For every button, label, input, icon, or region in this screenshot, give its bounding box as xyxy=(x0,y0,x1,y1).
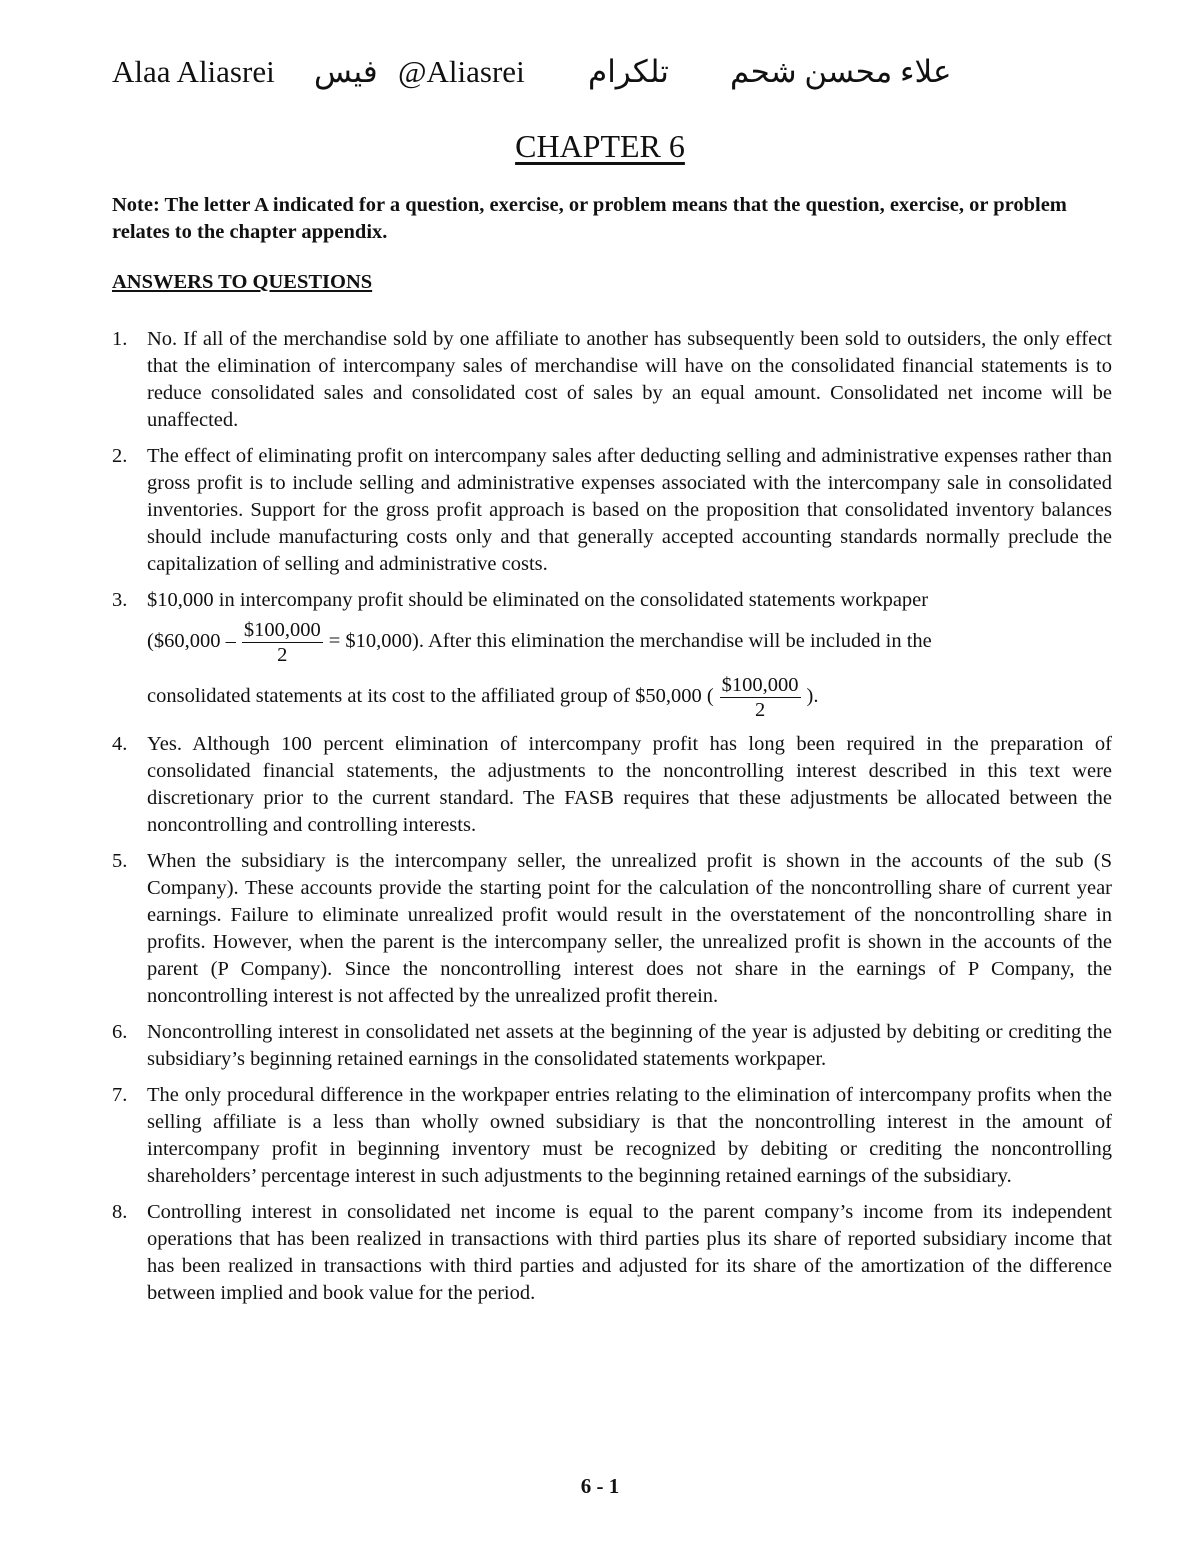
telegram-label: تلكرام xyxy=(588,54,669,89)
answer-text: Controlling interest in consolidated net income is equal to the parent company’s income from its independent operations that has been realized in transactions with third parties plus its share of reported subsidiary income that has been realized in transactions with third parties and adjusted for its share of the amortization of the difference between implied and book value for the period. xyxy=(147,1201,1112,1304)
answer-text: $10,000 in intercompany profit should be eliminated on the consolidated statements workpaper xyxy=(147,589,929,611)
answer-text: Yes. Although 100 percent elimination of intercompany profit has long been required in the preparation of consolidated financial statements, the adjustments to the noncontrolling interest described in this text were discretionary prior to the current standard. The FASB requires that these adjustments be allocated between the noncontrolling and controlling interests. xyxy=(147,733,1112,836)
answer-text: No. If all of the merchandise sold by one affiliate to another has subsequently been sold to outsiders, the only effect that the elimination of intercompany sales of merchandise will have on the consolidated financial statements is to reduce consolidated sales and consolidated cost of sales by an equal amount. Consolidated net income will be unaffected. xyxy=(147,328,1112,431)
answer-item xyxy=(112,1019,1112,1073)
appendix-note: Note: The letter A indicated for a question, exercise, or problem means that the question, exercise, or problem relates to the chapter appendix. xyxy=(112,194,1067,243)
fraction-numerator: $100,000 xyxy=(243,619,321,641)
author-name: Alaa Aliasrei xyxy=(112,54,275,89)
answer-item xyxy=(112,326,1112,434)
answer-item xyxy=(112,587,1112,722)
answer-text: When the subsidiary is the intercompany seller, the unrealized profit is shown in the accounts of the sub (S Company). These accounts provide the starting point for the calculation of the noncontrolling share of current year earnings. Failure to eliminate unrealized profit would result in the overstatement of the noncontrolling share in profits. However, when the parent is the intercompany seller, the unrealized profit is shown in the accounts of the parent (P Company). Since the noncontrolling interest does not share in the earnings of P Company, the noncontrolling interest is not affected by the unrealized profit therein. xyxy=(147,850,1112,1007)
answer-item xyxy=(112,443,1112,578)
page-header xyxy=(112,54,1092,100)
answer-number: 6. xyxy=(112,1021,128,1043)
equation-line xyxy=(147,618,1112,667)
answer-item xyxy=(112,1199,1112,1307)
answer-text: The effect of eliminating profit on intercompany sales after deducting selling and administrative expenses rather than gross profit is to include selling and administrative expenses associated with the intercompany sale in consolidated inventories. Support for the gross profit approach is based on the proposition that consolidated inventory balances should include manufacturing costs only and that generally accepted accounting standards normally preclude the capitalization of selling and administrative costs. xyxy=(147,445,1112,575)
section-heading: ANSWERS TO QUESTIONS xyxy=(112,271,373,293)
answer-number: 1. xyxy=(112,328,128,350)
answer-number: 5. xyxy=(112,850,128,872)
answer-number: 4. xyxy=(112,733,128,755)
facebook-label: فيس xyxy=(314,54,378,89)
answer-number: 8. xyxy=(112,1201,128,1223)
answer-text: The only procedural difference in the workpaper entries relating to the elimination of intercompany profits when the selling affiliate is a less than wholly owned subsidiary is that the noncontrolling interest in the amount of intercompany profit in beginning inventory must be recognized by debiting or crediting the noncontrolling shareholders’ percentage interest in such adjustments to the beginning retained earnings of the subsidiary. xyxy=(147,1084,1112,1187)
author-handle: @Aliasrei xyxy=(398,54,525,89)
answer-item xyxy=(112,848,1112,1010)
cost-close: ). xyxy=(806,685,819,708)
fraction-numerator: $100,000 xyxy=(721,674,799,696)
answer-number: 2. xyxy=(112,445,128,467)
cost-line xyxy=(147,673,1112,722)
fraction-denominator: 2 xyxy=(277,644,288,666)
page-number: 6 - 1 xyxy=(580,1474,620,1498)
chapter-title: CHAPTER 6 xyxy=(515,128,685,164)
answer-text: Noncontrolling interest in consolidated net assets at the beginning of the year is adjusted by debiting or crediting the subsidiary’s beginning retained earnings in the consolidated statements workpaper. xyxy=(147,1021,1112,1070)
answer-item xyxy=(112,731,1112,839)
author-arabic-name: علاء محسن شحم xyxy=(730,54,952,89)
equation-left: ($60,000 – xyxy=(147,630,236,653)
answer-item xyxy=(112,1082,1112,1190)
answer-number: 3. xyxy=(112,589,128,611)
answers-list xyxy=(112,326,1112,1316)
equation-right: = $10,000). After this elimination the merchandise will be included in the xyxy=(328,630,932,653)
cost-text: consolidated statements at its cost to the affiliated group of $50,000 ( xyxy=(147,685,714,708)
answer-number: 7. xyxy=(112,1084,128,1106)
fraction xyxy=(242,618,323,667)
fraction-denominator: 2 xyxy=(754,699,766,721)
fraction xyxy=(720,673,801,722)
